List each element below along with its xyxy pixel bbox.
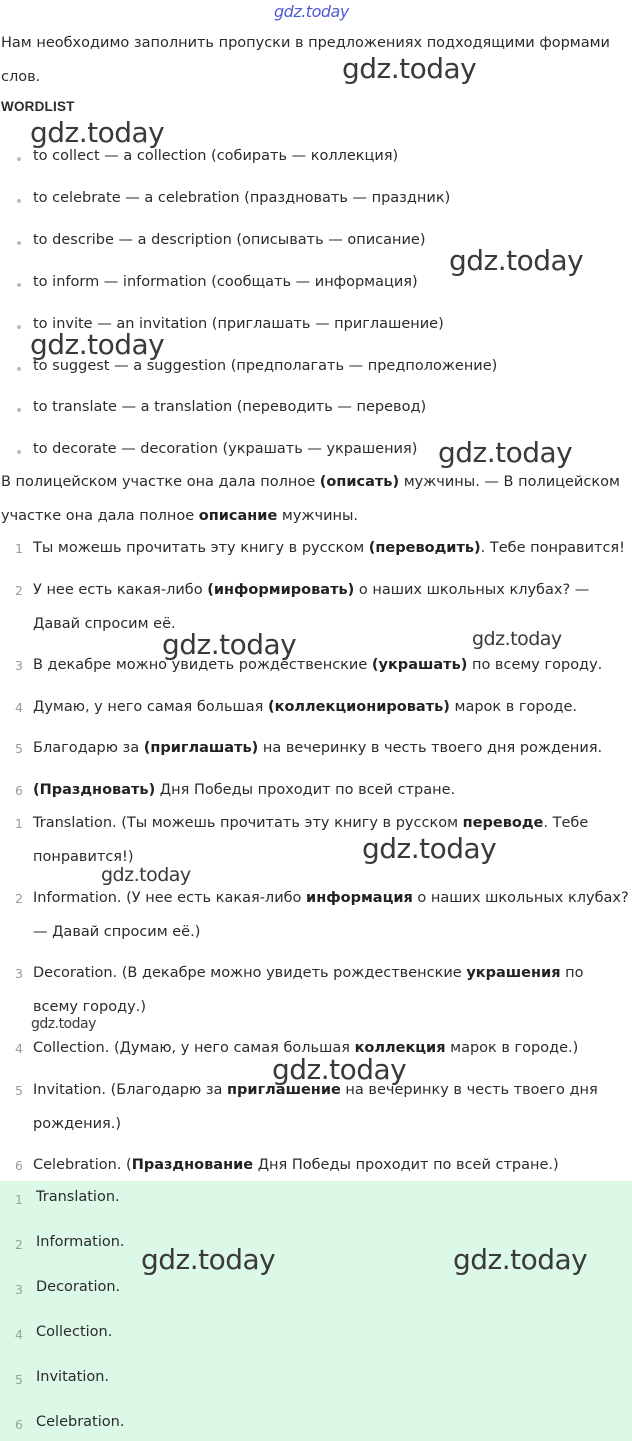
answer-number: 2 [15, 1237, 23, 1252]
answer-number: 3 [15, 1282, 23, 1297]
wordlist-item: to suggest — a suggestion (предполагать — предположение) [33, 358, 498, 374]
answer-item: Celebration. [36, 1414, 125, 1430]
watermark: gdz.today [362, 832, 497, 865]
example-line: В полицейском участке она дала полное (описать) мужчины. — В полицейском [1, 474, 620, 490]
watermark: gdz.today [30, 116, 165, 149]
explanation-item: Celebration. (Празднование Дня Победы проходит по всей стране.) [33, 1157, 559, 1173]
task-number: 4 [15, 700, 23, 715]
wordlist-item: to describe — a description (описывать — описание) [33, 232, 426, 248]
watermark: gdz.today [101, 864, 191, 886]
watermark: gdz.today [342, 52, 477, 85]
task-item: У нее есть какая-либо (информировать) о наших школьных клубах? — Давай спросим её. [33, 582, 590, 632]
explanation-item: Invitation. (Благодарю за приглашение на вечеринку в честь твоего дня рождения.) [33, 1082, 598, 1132]
watermark: gdz.today [30, 328, 165, 361]
watermark: gdz.today [162, 628, 297, 661]
answers-box [0, 1181, 632, 1441]
watermark: gdz.today [274, 2, 349, 21]
wordlist-item: to collect — a collection (собирать — коллекция) [33, 148, 399, 164]
watermark: gdz.today [272, 1053, 407, 1086]
task-item: Ты можешь прочитать эту книгу в русском (переводить). Тебе понравится! [33, 540, 625, 556]
bullet-icon [17, 199, 21, 203]
task-item: Думаю, у него самая большая (коллекционировать) марок в городе. [33, 699, 578, 715]
example-line: участке она дала полное описание мужчины. [1, 508, 359, 524]
explanation-number: 3 [15, 966, 23, 981]
answer-number: 5 [15, 1372, 23, 1387]
intro-text: Нам необходимо заполнить пропуски в предложениях подходящими формами слов. [1, 35, 610, 85]
task-number: 6 [15, 783, 23, 798]
answer-number: 1 [15, 1192, 23, 1207]
explanation-item: Decoration. (В декабре можно увидеть рождественские украшения по всему городу.) [33, 965, 584, 1015]
wordlist-item: to translate — a translation (переводить — перевод) [33, 399, 427, 415]
explanation-item: Information. (У нее есть какая-либо информация о наших школьных клубах? — Давай спросим её.) [33, 890, 629, 940]
task-item: (Праздновать) Дня Победы проходит по всей стране. [33, 782, 456, 798]
answer-number: 4 [15, 1327, 23, 1342]
watermark: gdz.today [141, 1243, 276, 1276]
task-number: 3 [15, 658, 23, 673]
wordlist-item: to inform — information (сообщать — информация) [33, 274, 418, 290]
watermark: gdz.today [449, 244, 584, 277]
answer-item: Decoration. [36, 1279, 121, 1295]
answer-item: Collection. [36, 1324, 113, 1340]
bullet-icon [17, 408, 21, 412]
answer-number: 6 [15, 1417, 23, 1432]
explanation-number: 2 [15, 891, 23, 906]
answer-item: Invitation. [36, 1369, 110, 1385]
task-item: Благодарю за (приглашать) на вечеринку в честь твоего дня рождения. [33, 740, 603, 756]
wordlist-item: to invite — an invitation (приглашать — приглашение) [33, 316, 444, 332]
wordlist-item: to celebrate — a celebration (праздновать — праздник) [33, 190, 451, 206]
answer-item: Information. [36, 1234, 125, 1250]
explanation-number: 4 [15, 1041, 23, 1056]
task-item: В декабре можно увидеть рождественские (украшать) по всему городу. [33, 657, 603, 673]
explanation-item: Collection. (Думаю, у него самая большая коллекция марок в городе.) [33, 1040, 579, 1056]
explanation-number: 5 [15, 1083, 23, 1098]
watermark: gdz.today [438, 436, 573, 469]
watermark: gdz.today [31, 1016, 96, 1032]
bullet-icon [17, 450, 21, 454]
bullet-icon [17, 241, 21, 245]
wordlist-heading: WORDLIST [1, 99, 75, 114]
watermark: gdz.today [472, 628, 562, 650]
task-number: 1 [15, 541, 23, 556]
explanation-number: 6 [15, 1158, 23, 1173]
bullet-icon [17, 325, 21, 329]
explanation-number: 1 [15, 816, 23, 831]
bullet-icon [17, 283, 21, 287]
bullet-icon [17, 367, 21, 371]
bullet-icon [17, 157, 21, 161]
watermark: gdz.today [453, 1243, 588, 1276]
task-number: 5 [15, 741, 23, 756]
task-number: 2 [15, 583, 23, 598]
wordlist-item: to decorate — decoration (украшать — украшения) [33, 441, 418, 457]
explanation-item: Translation. (Ты можешь прочитать эту книгу в русском переводе. Тебе понравится!) [33, 815, 589, 865]
answer-item: Translation. [36, 1189, 120, 1205]
